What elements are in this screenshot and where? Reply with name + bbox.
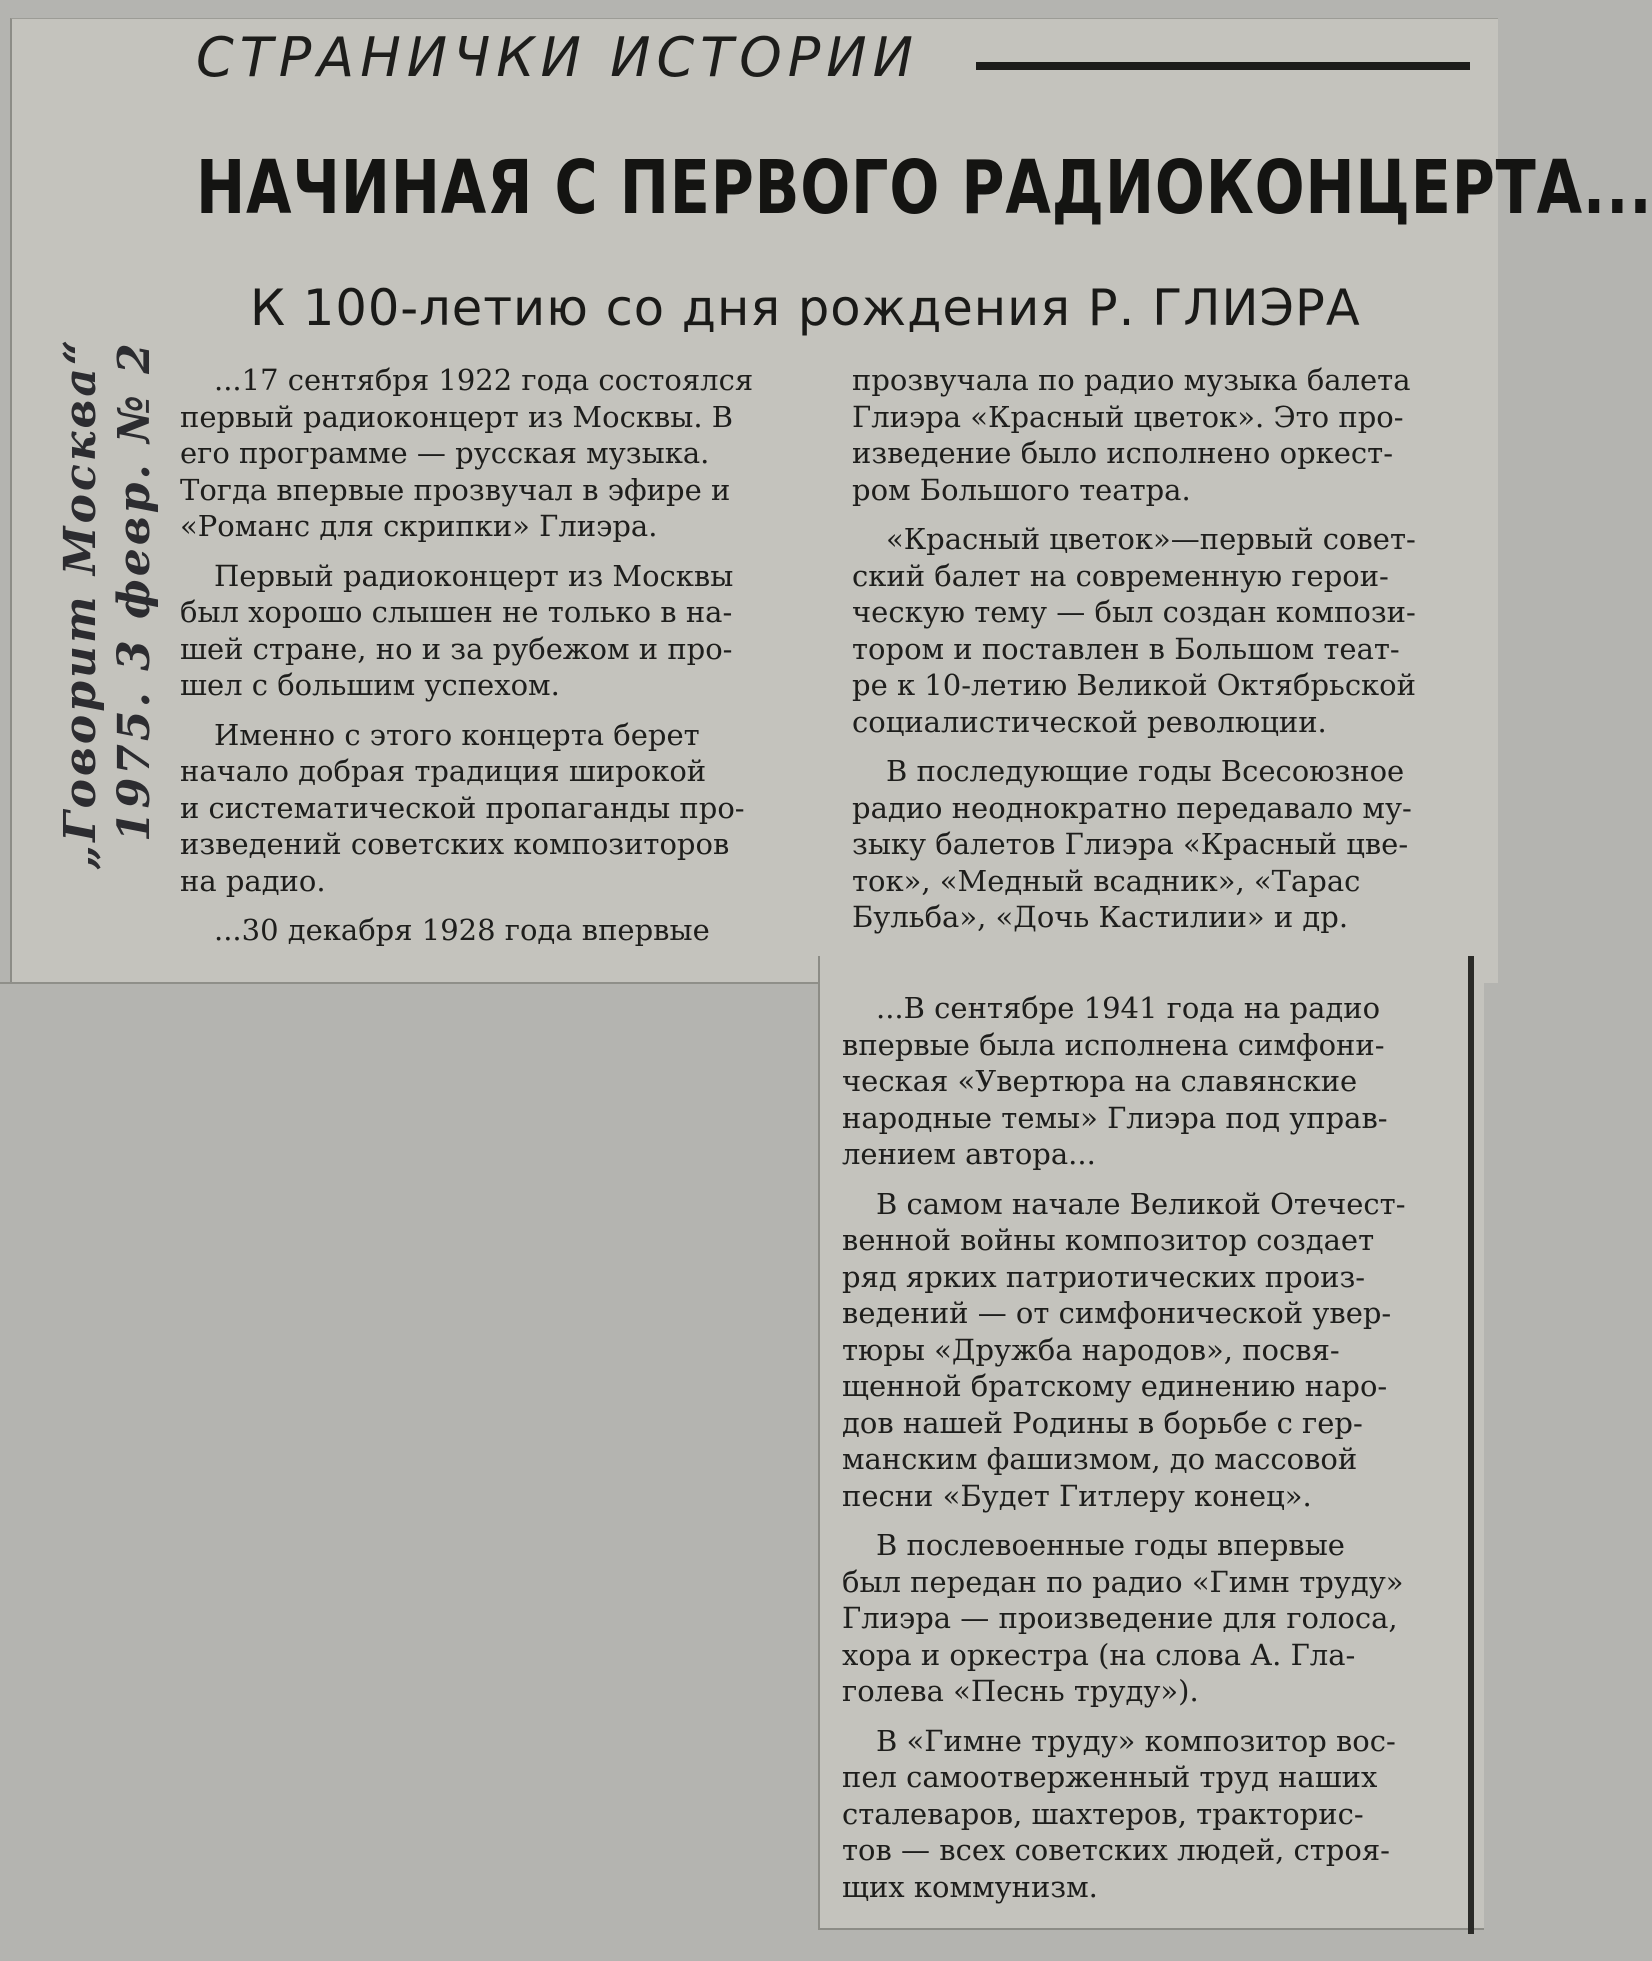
column-rule	[1468, 956, 1474, 1934]
paragraph: В самом начале Великой Отечест- венной войны композитор создает ряд ярких патриотических произ- ведений — от симфонической увер- тюры «Дружба народов», посвя- щенной братскому единению наро- дов нашей Родины в борьбе с гер- манским фашизмом, до массовой песни «Будет Гитлеру конец».	[842, 1186, 1406, 1513]
article-column-right	[852, 362, 1470, 949]
headline: НАЧИНАЯ С ПЕРВОГО РАДИОКОНЦЕРТА...	[196, 145, 1652, 231]
paragraph: Первый радиоконцерт из Москвы был хорошо слышен не только в на- шей стране, но и за рубежом и про- шел с большим успехом.	[180, 558, 734, 702]
paragraph: прозвучала по радио музыка балета Глиэра «Красный цветок». Это про- изведение было исполнено оркест- ром Большого театра.	[852, 363, 1411, 507]
handwritten-note	[54, 337, 162, 870]
paragraph: ...30 декабря 1928 года впервые	[214, 913, 710, 947]
paragraph: ...В сентябре 1941 года на радио впервые была исполнена симфони- ческая «Увертюра на славянские народные темы» Глиэра под управ- лением автора...	[842, 991, 1388, 1171]
clipping-edge	[0, 982, 818, 984]
rubric-rule	[976, 62, 1470, 70]
paragraph: ...17 сентября 1922 года состоялся первый радиоконцерт из Москвы. В его программе — русская музыка. Тогда впервые прозвучал в эфире и «Романс для скрипки» Глиэра.	[180, 363, 754, 543]
article-column-bottom	[842, 990, 1460, 1918]
handwritten-date: 1975. 3 февр. № 2	[109, 340, 160, 842]
article-column-left	[180, 362, 796, 962]
paragraph: В последующие годы Всесоюзное радио неоднократно передавало му- зыку балетов Глиэра «Красный цве- ток», «Медный всадник», «Тарас Бульба», «Дочь Кастилии» и др.	[852, 754, 1412, 934]
paragraph: В «Гимне труду» композитор вос- пел самоотверженный труд наших сталеваров, шахтеров, тракторис- тов — всех советских людей, строя- щих коммунизм.	[842, 1723, 1396, 1904]
paragraph: Именно с этого концерта берет начало добрая традиция широкой и систематической пропаганды про- изведений советских композиторов на радио.	[180, 717, 745, 898]
handwritten-source: „Говорит Москва“	[55, 336, 106, 870]
rubric-heading: СТРАНИЧКИ ИСТОРИИ	[196, 26, 920, 89]
paragraph: В послевоенные годы впервые был передан по радио «Гимн труду» Глиэра — произведение для голоса, хора и оркестра (на слова А. Гла- голева «Песнь труду»).	[842, 1528, 1404, 1708]
paragraph: «Красный цветок»—первый совет- ский балет на современную герои- ческую тему — был создан компози- тором и поставлен в Большом теат- ре к 10-летию Великой Октябрьской социалистической революции.	[852, 522, 1416, 739]
subtitle: К 100-летию со дня рождения Р. ГЛИЭРА	[250, 279, 1361, 337]
